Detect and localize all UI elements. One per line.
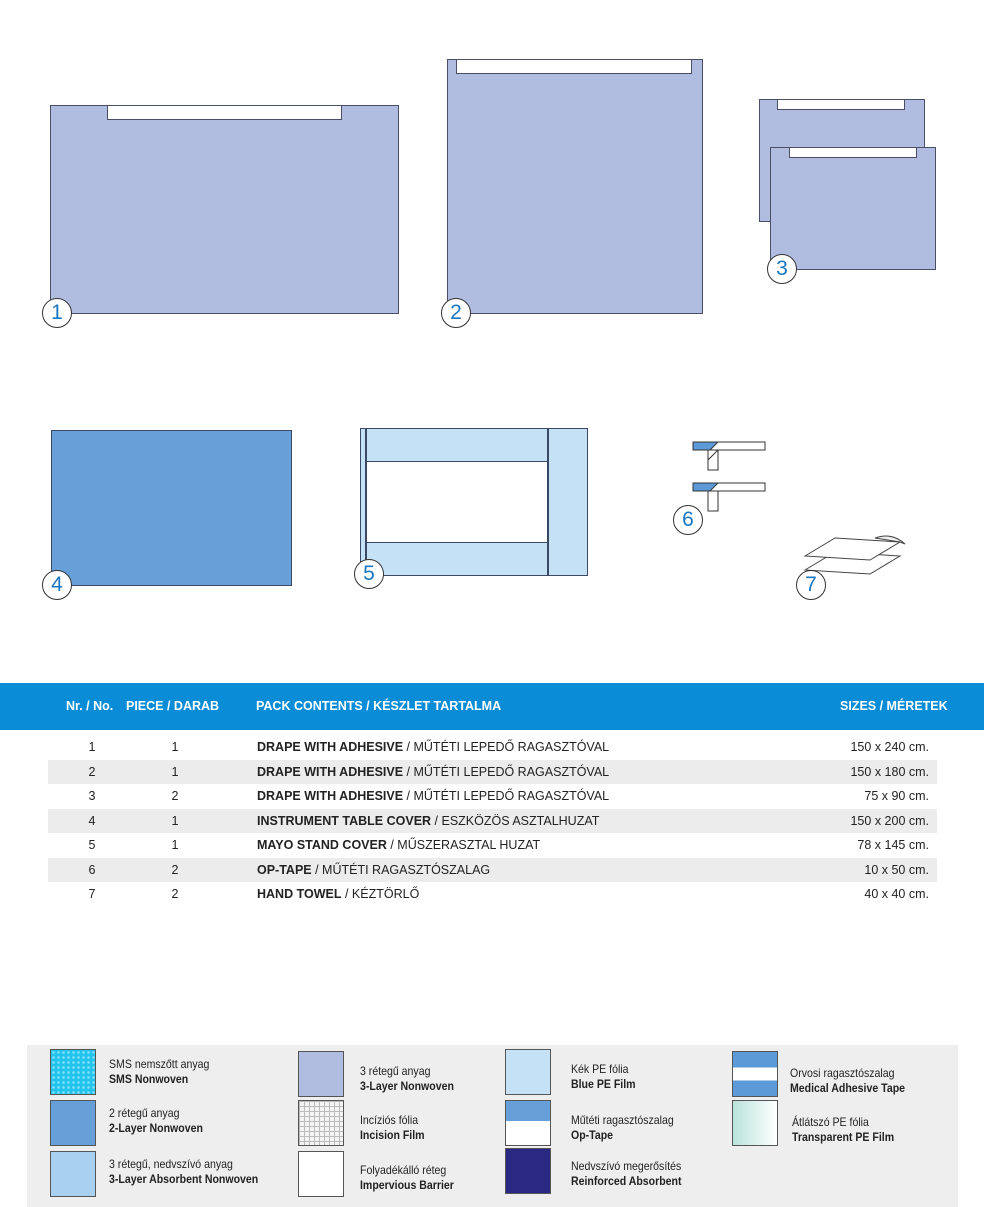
legend-label: 3 rétegű, nedvszívó anyag 3-Layer Absorbent Nonwoven — [109, 1157, 259, 1186]
row-nr: 2 — [88, 765, 96, 779]
row-name-hu: / MŰTÉTI LEPEDŐ RAGASZTÓVAL — [403, 740, 610, 754]
header-piece: PIECE / DARAB — [126, 699, 220, 713]
table-row — [48, 809, 937, 833]
row-size: 40 x 40 cm. — [864, 887, 929, 901]
row-nr: 4 — [88, 814, 96, 828]
table-row — [48, 858, 937, 882]
row-name-hu: / MŰTÉTI LEPEDŐ RAGASZTÓVAL — [403, 789, 610, 803]
row-size: 150 x 240 cm. — [850, 740, 929, 754]
mayo-edge-line — [365, 428, 367, 576]
row-size: 150 x 200 cm. — [850, 814, 929, 828]
row-name-hu: / ESZKÖZÖS ASZTALHUZAT — [431, 814, 600, 828]
item-number-2: 2 — [441, 298, 471, 328]
row-name-en: DRAPE WITH ADHESIVE — [257, 789, 404, 803]
medical-adhesive-tape-swatch — [732, 1051, 778, 1097]
impervious-barrier-swatch — [298, 1151, 344, 1197]
header-contents: PACK CONTENTS / KÉSZLET TARTALMA — [256, 699, 502, 713]
row-contents — [257, 789, 609, 803]
row-contents — [257, 814, 599, 828]
three-layer-absorbent-swatch — [50, 1151, 96, 1197]
adhesive-strip-1 — [107, 105, 342, 120]
row-size: 75 x 90 cm. — [864, 789, 929, 803]
row-nr: 1 — [88, 740, 96, 754]
mayo-fold-line — [547, 428, 549, 576]
instrument-table-cover — [51, 430, 292, 586]
incision-film-swatch — [298, 1100, 344, 1146]
legend-label: SMS nemszőtt anyag SMS Nonwoven — [109, 1057, 210, 1086]
three-layer-nonwoven-swatch — [298, 1051, 344, 1097]
drape-1 — [50, 105, 399, 314]
row-nr: 3 — [88, 789, 96, 803]
row-size: 10 x 50 cm. — [864, 863, 929, 877]
material-legend — [27, 1045, 958, 1207]
row-nr: 6 — [88, 863, 96, 877]
transparent-pe-film-swatch — [732, 1100, 778, 1146]
table-row — [48, 735, 937, 759]
legend-label: Folyadékálló réteg Impervious Barrier — [360, 1163, 454, 1192]
row-piece: 1 — [171, 740, 179, 754]
row-size: 150 x 180 cm. — [850, 765, 929, 779]
row-nr: 7 — [88, 887, 96, 901]
row-name-en: MAYO STAND COVER — [257, 838, 387, 852]
mayo-inner-white — [365, 461, 548, 543]
op-tape-drawing — [688, 436, 768, 516]
item-number-3: 3 — [767, 254, 797, 284]
adhesive-strip-3-back — [777, 99, 905, 110]
reinforced-absorbent-swatch — [505, 1148, 551, 1194]
blue-pe-film-swatch — [505, 1049, 551, 1095]
adhesive-strip-3-front — [789, 147, 917, 158]
row-piece: 2 — [171, 887, 179, 901]
table-header — [0, 683, 984, 730]
row-piece: 1 — [171, 814, 179, 828]
row-name-en: OP-TAPE — [257, 863, 312, 877]
row-name-hu: / MŰTÉTI RAGASZTÓSZALAG — [311, 863, 491, 877]
row-name-en: DRAPE WITH ADHESIVE — [257, 740, 404, 754]
table-row — [48, 784, 937, 808]
legend-label: Kék PE fólia Blue PE Film — [571, 1062, 636, 1091]
item-number-5: 5 — [354, 559, 384, 589]
row-name-hu: / MŰTÉTI LEPEDŐ RAGASZTÓVAL — [403, 765, 610, 779]
sms-nonwoven-swatch — [50, 1049, 96, 1095]
item-number-1: 1 — [42, 298, 72, 328]
item-number-7: 7 — [796, 570, 826, 600]
legend-label: Incíziós fólia Incision Film — [360, 1113, 425, 1142]
row-contents — [257, 838, 540, 852]
row-size: 78 x 145 cm. — [857, 838, 929, 852]
legend-label: 3 rétegű anyag 3-Layer Nonwoven — [360, 1064, 454, 1093]
table-row — [48, 833, 937, 857]
header-sizes: SIZES / MÉRETEK — [840, 699, 948, 713]
row-piece: 2 — [171, 789, 179, 803]
op-tape-swatch — [505, 1100, 551, 1146]
table-row — [48, 882, 937, 906]
row-nr: 5 — [88, 838, 96, 852]
table-row — [48, 760, 937, 784]
legend-label: Orvosi ragasztószalag Medical Adhesive Tape — [790, 1066, 906, 1095]
row-contents — [257, 765, 609, 779]
row-piece: 2 — [171, 863, 179, 877]
two-layer-nonwoven-swatch — [50, 1100, 96, 1146]
row-piece: 1 — [171, 765, 179, 779]
row-contents — [257, 740, 609, 754]
legend-label: Átlátszó PE fólia Transparent PE Film — [792, 1115, 895, 1144]
header-nr: Nr. / No. — [66, 699, 114, 713]
row-name-hu: / KÉZTÖRLŐ — [341, 887, 420, 901]
adhesive-strip-2 — [456, 59, 692, 74]
row-name-en: INSTRUMENT TABLE COVER — [257, 814, 432, 828]
item-number-6: 6 — [673, 505, 703, 535]
row-name-hu: / MŰSZERASZTAL HUZAT — [386, 838, 541, 852]
row-contents — [257, 887, 419, 901]
drape-2 — [447, 59, 703, 314]
drape-3-front — [770, 147, 936, 270]
item-number-4: 4 — [42, 570, 72, 600]
legend-label: Nedvszívó megerősítés Reinforced Absorbent — [571, 1159, 682, 1188]
row-contents — [257, 863, 490, 877]
row-piece: 1 — [171, 838, 179, 852]
row-name-en: HAND TOWEL — [257, 887, 342, 901]
legend-label: Műtéti ragasztószalag Op-Tape — [571, 1113, 674, 1142]
row-name-en: DRAPE WITH ADHESIVE — [257, 765, 404, 779]
legend-label: 2 rétegű anyag 2-Layer Nonwoven — [109, 1106, 203, 1135]
